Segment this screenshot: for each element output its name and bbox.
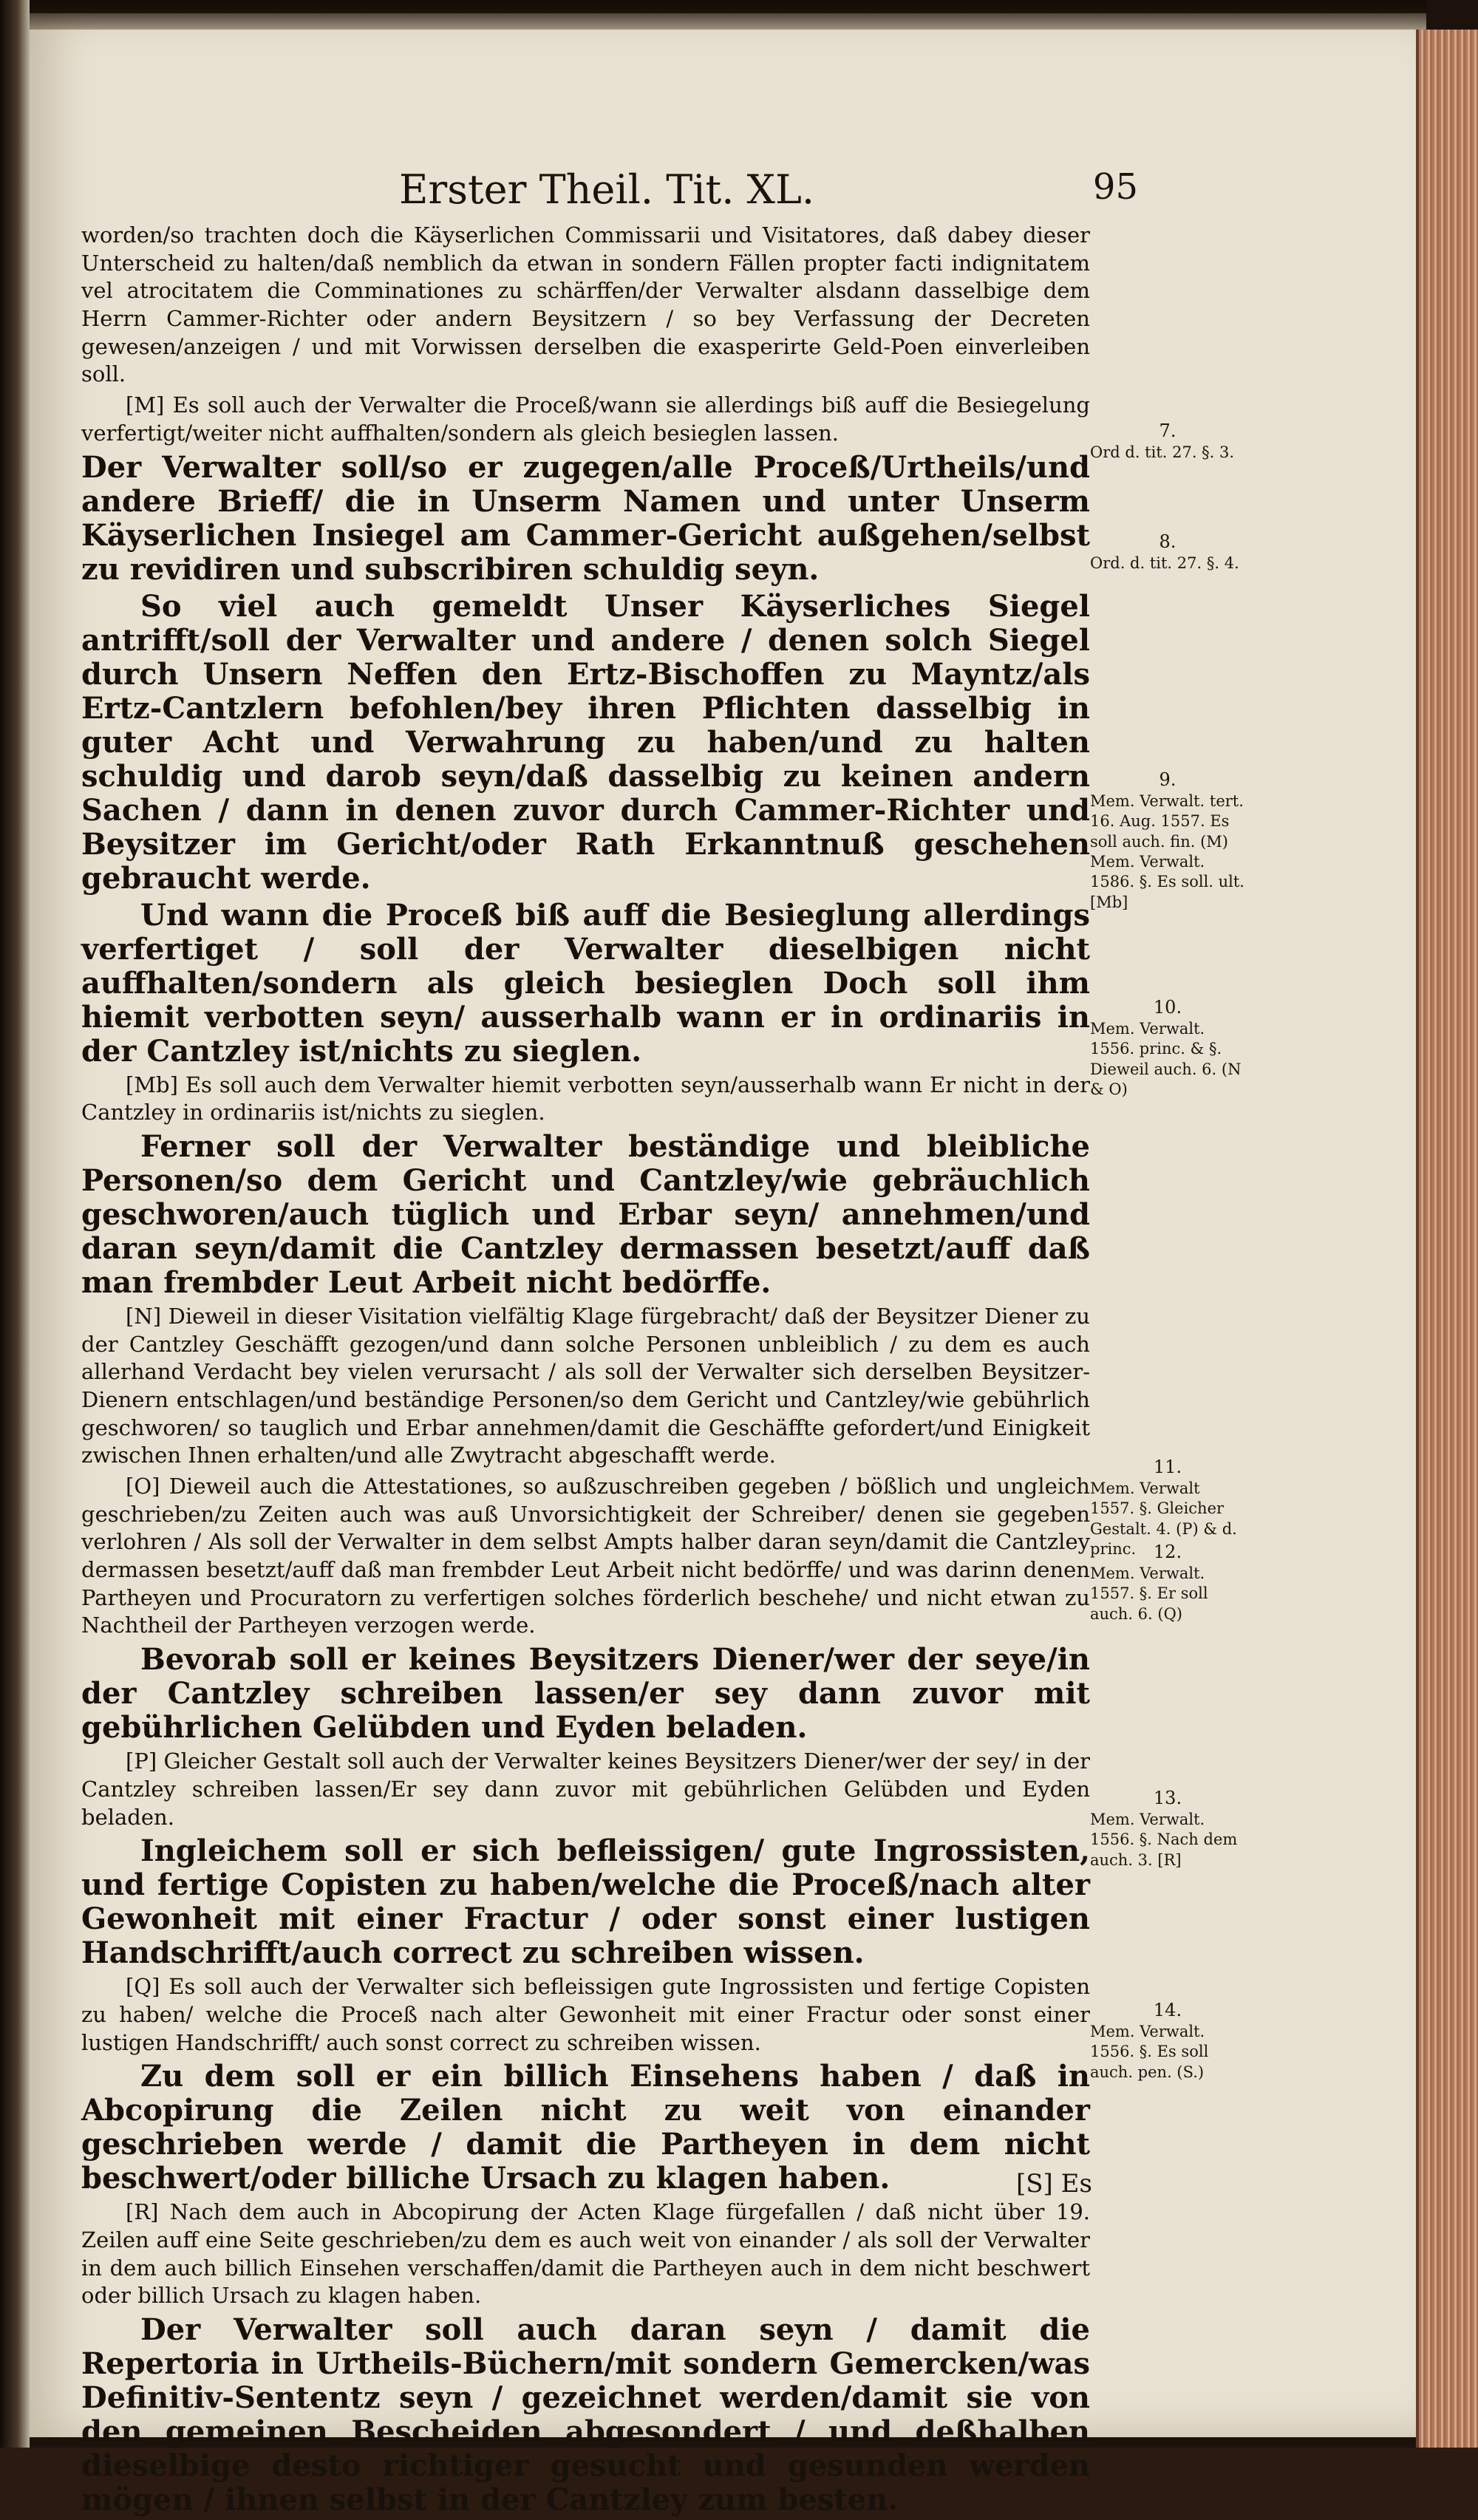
margin-note xyxy=(1090,996,1245,1100)
memorial-paragraph: [Mb] Es soll auch dem Verwalter hiemit verbotten seyn/ausserhalb wann Er nicht in der Cantzley in ordinariis ist/nichts zu sieglen. xyxy=(81,1072,1090,1126)
memorial-paragraph: [R] Nach dem auch in Abcopirung der Acten Klage fürgefallen / daß nicht über 19. Zeilen auff eine Seite geschrieben/zu dem es auch weit von einander / als soll der Verwalter in dem auch billich Einsehen verschaffen/damit die Partheyen auch in dem nicht beschwert oder billich Ursach zu klagen haben. xyxy=(81,2199,1090,2309)
margin-note-number: 12. xyxy=(1153,1542,1182,1562)
margin-note-number: 9. xyxy=(1159,769,1176,790)
memorial-paragraph: [O] Dieweil auch die Attestationes, so außzuschreiben gegeben / bößlich und ungleich geschrieben/zu Zeiten auch was auß Unvorsichtigkeit der Schreiber/ denen sie gegeben verlohren / Als soll der Verwalter in dem selbst Ampts halber daran seyn/damit die Cantzley dermassen besetzt/auff daß man frembder Leut Arbeit nicht bedörffe/ und was darinn denen Partheyen und Procuratorn zu verfertigen solches förderlich beschehe/ und nicht etwan zu Nachtheil der Partheyen verzogen werde. xyxy=(81,1474,1090,1638)
fore-edge-pages xyxy=(1416,30,1478,2448)
margin-note xyxy=(1090,769,1245,913)
margin-note-text: Mem. Verwalt. 1556. §. Nach dem auch. 3. [R] xyxy=(1090,1811,1238,1869)
running-header xyxy=(399,166,1138,218)
margin-note-number: 13. xyxy=(1153,1788,1182,1808)
memorial-paragraph: [Q] Es soll auch der Verwalter sich befleissigen gute Ingrossisten und fertige Copisten zu haben/ welche die Proceß nach alter Gewonheit mit einer Fractur oder sonst einer lustigen Handschrifft/ auch sonst correct zu schreiben wissen. xyxy=(81,1974,1090,2055)
margin-note-number: 14. xyxy=(1153,2000,1182,2020)
margin-note-text: Mem. Verwalt. tert. 16. Aug. 1557. Es soll auch. fin. (M) Mem. Verwalt. 1586. §. Es soll. ult. [Mb] xyxy=(1090,792,1244,911)
ordinance-paragraph: Zu dem soll er ein billich Einsehens haben / daß in Abcopirung die Zeilen nicht zu weit von einander geschrieben werde / damit die Partheyen in dem nicht beschwert/oder billiche Ursach zu klagen haben. xyxy=(81,2059,1090,2196)
catchword: [S] Es xyxy=(1016,2169,1092,2199)
margin-note-number: 11. xyxy=(1153,1457,1182,1477)
margin-note-number: 7. xyxy=(1159,420,1176,441)
memorial-paragraph: worden/so trachten doch die Käyserlichen Commissarii und Visitatores, daß dabey dieser Unterscheid zu halten/daß nemblich da etwan in sondern Fällen propter facti indignitatem vel atrocitatem die Comminationes zu schärffen/der Verwalter alsdann dasselbige dem Herrn Cammer-Richter oder andern Beysitzern / so bey Verfassung der Decreten gewesen/anzeigen / und mit Vorwissen derselben die exasperirte Geld-Poen einverleiben soll. xyxy=(81,222,1090,387)
margin-note xyxy=(1090,531,1245,573)
margin-note-text: Ord d. tit. 27. §. 3. xyxy=(1090,443,1235,462)
margin-note-text: Mem. Verwalt 1557. §. Gleicher Gestalt. 4. (P) & d. princ. xyxy=(1090,1479,1237,1559)
margin-note xyxy=(1090,1999,1245,2083)
margin-note-text: Mem. Verwalt. 1556. princ. & §. Dieweil auch. 6. (N & O) xyxy=(1090,1020,1242,1099)
page-number: 95 xyxy=(1092,166,1138,208)
main-text-block xyxy=(81,222,1090,2520)
ordinance-paragraph: Und wann die Proceß biß auff die Besieglung allerdings verfertiget / soll der Verwalter dieselbigen nicht auffhalten/sondern als gleich besieglen Doch soll ihm hiemit verbotten seyn/ ausserhalb wann er in ordinariis in der Cantzley ist/nichts zu sieglen. xyxy=(81,897,1090,1069)
ordinance-paragraph: Der Verwalter soll/so er zugegen/alle Proceß/Urtheils/und andere Brieff/ die in Unserm Namen und unter Unserm Käyserlichen Insiegel am Cammer-Gericht außgehen/selbst zu revidiren und subscribiren schuldig seyn. xyxy=(81,449,1090,587)
running-title: Erster Theil. Tit. XL. xyxy=(399,166,814,213)
ordinance-paragraph: So viel auch gemeldt Unser Käyserliches Siegel antrifft/soll der Verwalter und andere / denen solch Siegel durch Unsern Neffen den Ertz-Bischoffen zu Mayntz/als Ertz-Cantzlern befohlen/bey ihren Pflichten dasselbig in guter Acht und Verwahrung zu haben/und zu halten schuldig und darob seyn/daß dasselbig zu keinen andern Sachen / dann in denen zuvor durch Cammer-Richter und Beysitzer im Gericht/oder Rath Erkanntnuß geschehen gebraucht werde. xyxy=(81,588,1090,896)
ordinance-paragraph: Ferner soll der Verwalter beständige und bleibliche Personen/so dem Gericht und Cantzley/wie gebräuchlich geschworen/auch tüglich und Erbar seyn/ annehmen/und daran seyn/damit die Cantzley dermassen besetzt/auff daß man frembder Leut Arbeit nicht bedörffe. xyxy=(81,1128,1090,1300)
book-gutter xyxy=(0,0,30,2448)
margin-note-text: Ord. d. tit. 27. §. 4. xyxy=(1090,554,1239,573)
memorial-paragraph: [P] Gleicher Gestalt soll auch der Verwalter keines Beysitzers Diener/wer der sey/ in der Cantzley schreiben lassen/Er sey dann zuvor mit gebührlichen Gelübden und Eyden beladen. xyxy=(81,1748,1090,1830)
ordinance-paragraph: Ingleichem soll er sich befleissigen/ gute Ingrossisten, und fertige Copisten zu haben/welche die Proceß/nach alter Gewonheit mit einer Fractur / oder sonst einer lustigen Handschrifft/auch correct zu schreiben wissen. xyxy=(81,1833,1090,1971)
margin-note-text: Mem. Verwalt. 1557. §. Er soll auch. 6. (Q) xyxy=(1090,1564,1208,1623)
margin-notes xyxy=(1090,0,1253,2448)
ordinance-paragraph: Bevorab soll er keines Beysitzers Diener/wer der seye/in der Cantzley schreiben lassen/er sey dann zuvor mit gebührlichen Gelübden und Eyden beladen. xyxy=(81,1642,1090,1746)
margin-note-number: 8. xyxy=(1159,531,1176,552)
ordinance-paragraph: Der Verwalter soll auch daran seyn / damit die Repertoria in Urtheils-Büchern/mit sondern Gemercken/was Definitiv-Sententz seyn / gezeichnet werden/damit sie von den gemeinen Bescheiden abgesondert / und deßhalben dieselbige desto richtiger gesucht und gesunden werden mögen / ihnen selbst in der Cantzley zum besten. xyxy=(81,2312,1090,2517)
margin-note-text: Mem. Verwalt. 1556. §. Es soll auch. pen. (S.) xyxy=(1090,2023,1209,2081)
margin-note xyxy=(1090,420,1245,463)
margin-note xyxy=(1090,1541,1245,1624)
memorial-paragraph: [N] Dieweil in dieser Visitation vielfältig Klage fürgebracht/ daß der Beysitzer Diener zu der Cantzley Geschäfft gezogen/und dann solche Personen unbleiblich / zu dem es auch allerhand Verdacht bey vielen verursacht / als soll der Verwalter sich derselben Beysitzer-Dienern entschlagen/und beständige Personen/so dem Gericht und Cantzley/wie gebührlich geschworen/ so tauglich und Erbar annehmen/damit die Geschäffte gefordert/und Einigkeit zwischen Ihnen erhalten/und alle Zwytracht abgeschafft werde. xyxy=(81,1303,1090,1468)
memorial-paragraph: [M] Es soll auch der Verwalter die Proceß/wann sie allerdings biß auff die Besiegelung verfertigt/weiter nicht auffhalten/sondern als gleich besieglen lassen. xyxy=(81,392,1090,446)
margin-note xyxy=(1090,1787,1245,1870)
margin-note-number: 10. xyxy=(1153,997,1182,1018)
